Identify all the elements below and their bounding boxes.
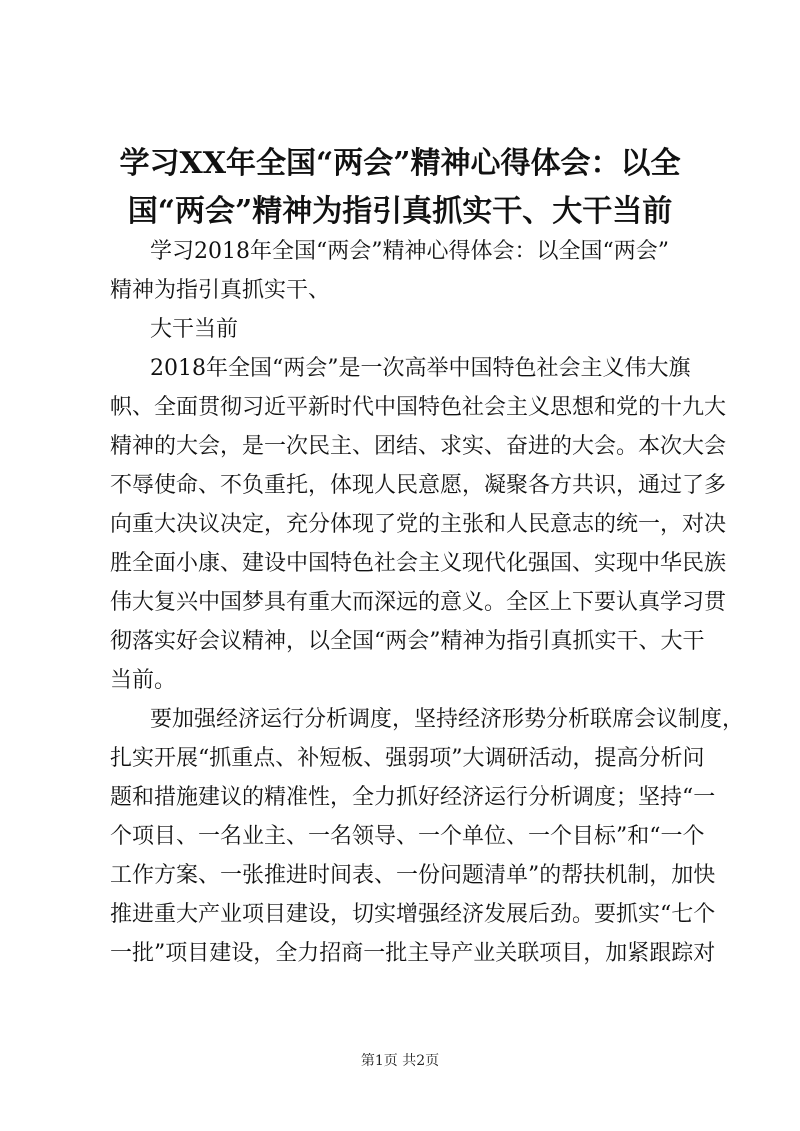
body-line: 向重大决议决定，充分体现了党的主张和人民意志的统一，对决 bbox=[110, 512, 727, 537]
page-footer: 第1页 共2页 bbox=[360, 1053, 440, 1069]
document-body bbox=[110, 232, 745, 973]
document-title bbox=[100, 140, 700, 236]
body-line: 彻落实好会议精神，以全国“两会”精神为指引真抓实干、大干 bbox=[110, 629, 705, 654]
body-line: 扎实开展“抓重点、补短板、强弱项”大调研活动，提高分析问 bbox=[110, 746, 705, 771]
title-line-1: 学习XX年全国“两会”精神心得体会：以全 bbox=[119, 146, 681, 181]
body-line: 学习2018年全国“两会”精神心得体会：以全国“两会” bbox=[150, 239, 669, 264]
body-line: 胜全面小康、建设中国特色社会主义现代化强国、实现中华民族 bbox=[110, 551, 727, 576]
body-line: 推进重大产业项目建设，切实增强经济发展后劲。要抓实“七个 bbox=[110, 902, 716, 927]
title-line-2: 国“两会”精神为指引真抓实干、大干当前 bbox=[127, 194, 673, 229]
body-line: 精神为指引真抓实干、 bbox=[110, 278, 331, 303]
body-line: 伟大复兴中国梦具有重大而深远的意义。全区上下要认真学习贯 bbox=[110, 590, 727, 615]
body-line: 2018年全国“两会”是一次高举中国特色社会主义伟大旗 bbox=[150, 356, 691, 381]
body-line: 工作方案、一张推进时间表、一份问题清单”的帮扶机制，加快 bbox=[110, 863, 716, 888]
body-line: 帜、全面贯彻习近平新时代中国特色社会主义思想和党的十九大 bbox=[110, 395, 727, 420]
body-line: 不辱使命、不负重托，体现人民意愿，凝聚各方共识，通过了多 bbox=[110, 473, 727, 498]
body-line: 精神的大会，是一次民主、团结、求实、奋进的大会。本次大会 bbox=[110, 434, 727, 459]
body-line: 当前。 bbox=[110, 668, 177, 693]
body-line: 要加强经济运行分析调度，坚持经济形势分析联席会议制度， bbox=[150, 707, 745, 732]
body-line: 个项目、一名业主、一名领导、一个单位、一个目标”和“一个 bbox=[110, 824, 705, 849]
body-line: 大干当前 bbox=[150, 317, 239, 342]
body-line: 一批”项目建设，全力招商一批主导产业关联项目，加紧跟踪对 bbox=[110, 941, 716, 966]
body-line: 题和措施建议的精准性，全力抓好经济运行分析调度；坚持“一 bbox=[110, 785, 716, 810]
